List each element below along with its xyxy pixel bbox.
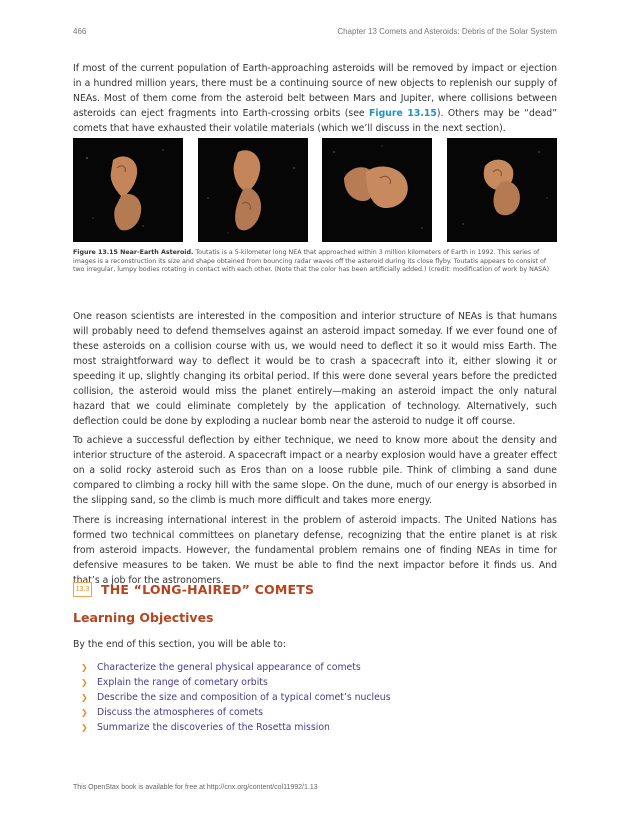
figure-link[interactable]: Figure 13.15 (369, 108, 437, 119)
chevron-right-icon: ❯ (81, 693, 88, 702)
asteroid-image-3 (322, 138, 432, 242)
asteroid-image-4 (447, 138, 557, 242)
chevron-right-icon: ❯ (81, 678, 88, 687)
figure-image-strip (73, 138, 557, 242)
list-item (81, 720, 391, 735)
figure-caption-text: Toutatis is a 5-kilometer long NEA that approached within 3 million kilometers of Earth in 1992. This series of images is a reconstruction its size and shape obtained from bouncing radar waves off the asteroid during its close flyby. Toutatis appears to consist of two irregular, lumpy bodies rotating in contact with each other. (Note that the color has been artificially added.) (credit: modification of work by NASA) (73, 249, 550, 274)
list-item-text: Discuss the atmospheres of comets (97, 707, 264, 718)
asteroid-image-1 (73, 138, 183, 242)
section-title: THE “LONG-HAIRED” COMETS (101, 582, 315, 597)
page-footer: This OpenStax book is available for free at http://cnx.org/content/col11992/1.13 (73, 784, 318, 791)
learning-objectives-intro: By the end of this section, you will be able to: (73, 639, 286, 650)
list-item (81, 690, 391, 705)
list-item (81, 675, 391, 690)
list-item (81, 660, 391, 675)
page-header (73, 27, 557, 36)
paragraph-deflection: To achieve a successful deflection by either technique, we need to know more about the density and interior structure of the asteroid. A spacecraft impact or a nearby explosion would have a greater effect on a solid rocky asteroid such as Eros than on a loose rubble pile. Think of climbing a sand dune compared to climbing a rocky hill with the same slope. On the dune, much of our energy is absorbed in the slipping sand, so the climb is much more difficult and takes more energy. (73, 435, 557, 506)
list-item (81, 705, 391, 720)
figure-label: Figure 13.15 Near-Earth Asteroid. (73, 249, 194, 256)
paragraph-text: If most of the current population of Earth-approaching asteroids will be removed by impact or ejection in a hundred million years, there must be a continuing source of new objects to replenish our supply of NEAs. Most of them come from the asteroid belt between Mars and Jupiter, where collisions between asteroids can eject fragments into Earth-crossing orbits (see (73, 63, 557, 119)
chevron-right-icon: ❯ (81, 663, 88, 672)
running-chapter-title: Chapter 13 Comets and Asteroids: Debris of the Solar System (337, 27, 557, 36)
asteroid-image-2 (198, 138, 308, 242)
chevron-right-icon: ❯ (81, 708, 88, 717)
page-number: 466 (73, 27, 87, 36)
learning-objectives-list (81, 660, 391, 735)
section-number-badge: 13.3 (73, 582, 92, 597)
chevron-right-icon: ❯ (81, 723, 88, 732)
list-item-text: Explain the range of cometary orbits (97, 677, 268, 688)
paragraph-defense: One reason scientists are interested in the composition and interior structure of NEAs is that humans will probably need to defend themselves against an asteroid impact someday. If we ever found one of these asteroids on a collision course with us, we would need to deflect it so it would miss Earth. The most straightforward way to deflect it would be to crash a spacecraft into it, either slowing it or speeding it up, slightly changing its orbital period. If this were done several years before the predicted collision, the asteroid would miss the planet entirely—making an asteroid impact the only natural hazard that we could eliminate completely by the application of technology. Alternatively, such deflection could be done by exploding a nuclear bomb near the asteroid to nudge it off course. (73, 311, 557, 427)
section-heading (73, 582, 314, 597)
list-item-text: Characterize the general physical appearance of comets (97, 662, 361, 673)
learning-objectives-title: Learning Objectives (73, 610, 214, 625)
paragraph-text: ). Others may be “dead” comets that have exhausted their volatile materials (which we’ll discuss in the next section). (73, 108, 557, 134)
paragraph-international: There is increasing international interest in the problem of asteroid impacts. The United Nations has formed two technical committees on planetary defense, recognizing that the entire planet is at risk from asteroid impacts. However, the fundamental problem remains one of finding NEAs in time for defensive measures to be taken. We must be able to find the next impactor before it finds us. And that’s a job for the astronomers. (73, 515, 557, 586)
list-item-text: Describe the size and composition of a typical comet’s nucleus (97, 692, 391, 703)
paragraph-neas-source (73, 61, 557, 136)
list-item-text: Summarize the discoveries of the Rosetta mission (97, 722, 330, 733)
figure-caption (73, 249, 557, 275)
